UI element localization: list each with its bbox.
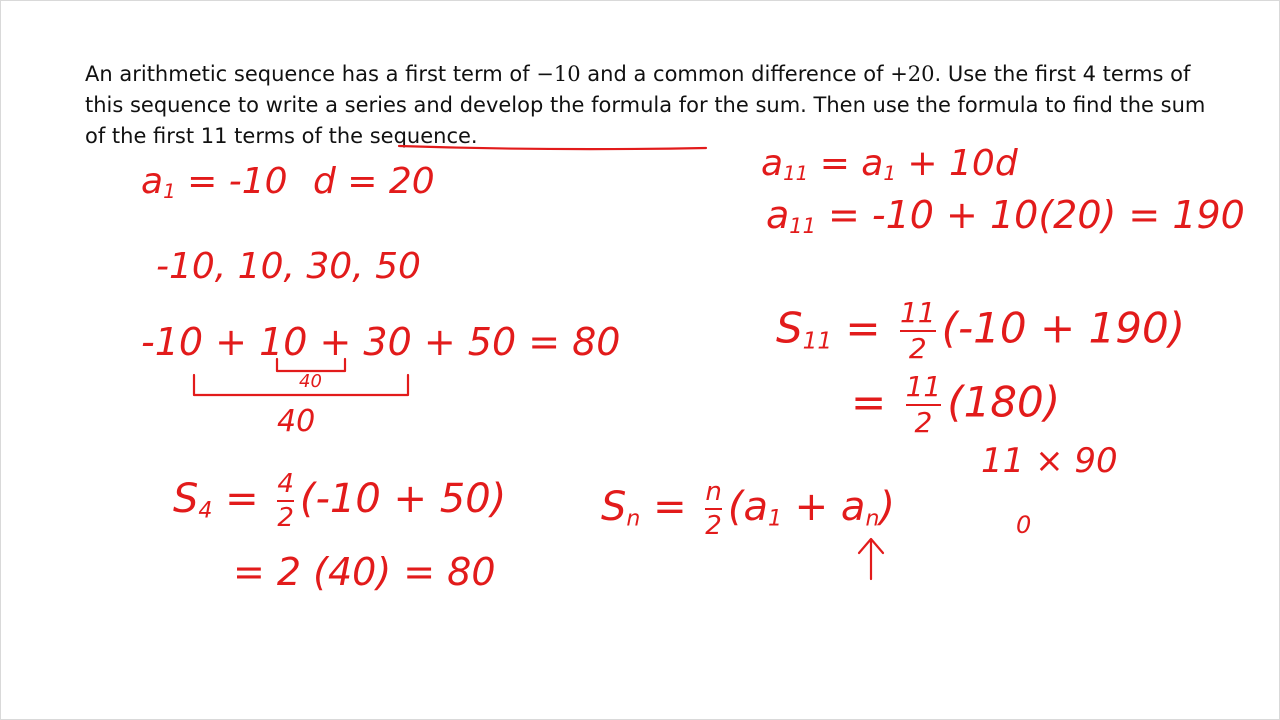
a11-formula (761, 143, 1018, 185)
common-difference-value: +20 (890, 62, 935, 86)
a1-line (141, 161, 288, 203)
sn-subscript: n (626, 506, 641, 532)
s11-subscript: 11 (802, 328, 833, 355)
first-term-value: −10 (536, 62, 581, 86)
a11-formula-rest: + 10d (907, 143, 1018, 184)
s11-symbol: S (776, 303, 803, 353)
s4-subscript: 4 (198, 498, 213, 524)
problem-statement (85, 59, 1225, 152)
d-line: d = 20 (313, 161, 435, 202)
s4-fraction-bar (277, 500, 294, 502)
s4-formula (173, 471, 506, 531)
a11-calculation (766, 193, 1245, 239)
sn-paren-close: ) (879, 484, 895, 530)
a11-calc-subscript: 11 (789, 214, 816, 239)
a11-calc-expression: = -10 + 10(20) = 190 (827, 193, 1245, 237)
a1-value: = -10 (187, 161, 288, 202)
outer-pair-sum: 40 (277, 404, 316, 439)
problem-text-1: An arithmetic sequence has a first term of (85, 62, 537, 86)
s11-fraction-numerator: 11 (899, 296, 936, 329)
sn-paren-open: (a (727, 484, 768, 530)
a11-symbol: a (761, 143, 784, 184)
scratch-multiplication: 11 × 90 (981, 441, 1118, 481)
sn-a1-subscript: 1 (767, 506, 782, 532)
s4-fraction (277, 471, 294, 531)
sn-formula (601, 479, 895, 539)
s11-step2-equals: = (851, 377, 887, 427)
s4-symbol: S (173, 476, 199, 522)
s4-fraction-numerator: 4 (277, 469, 294, 499)
problem-underlined-text: 11 terms of the sequence. (200, 124, 478, 148)
s4-result: = 2 (40) = 80 (233, 550, 496, 594)
s4-parenthetical: (-10 + 50) (299, 476, 507, 522)
sn-an-subscript: n (865, 506, 880, 532)
a11-formula-subscript: 1 (883, 161, 896, 185)
s11-step2-denominator: 2 (914, 406, 933, 439)
inner-pair-sum: 40 (299, 371, 322, 392)
a1-symbol: a (141, 161, 164, 202)
sn-equals: = (653, 484, 687, 530)
a11-subscript: 11 (783, 161, 809, 185)
problem-text-2: and a common difference of (580, 62, 891, 86)
s11-formula (776, 296, 1186, 365)
s11-equals: = (845, 303, 881, 353)
s4-equals: = (225, 476, 259, 522)
s11-step2 (851, 370, 1061, 439)
sn-plus: + a (781, 484, 866, 530)
scratch-partial-result: 0 (1016, 511, 1032, 539)
problem-text-3: . Use the first 4 terms of this sequence to write a series and develop the formula for the sum. Then use the formula to find the sum of the first (85, 62, 1206, 148)
s11-parenthetical: (-10 + 190) (941, 303, 1186, 353)
sn-fraction (705, 479, 722, 539)
sn-symbol: S (601, 484, 627, 530)
a11-formula-equals: = a (819, 143, 884, 184)
sequence-terms: -10, 10, 30, 50 (156, 246, 421, 287)
series-sum: -10 + 10 + 30 + 50 = 80 (141, 320, 621, 364)
a1-subscript: 1 (163, 179, 176, 203)
s11-fraction-denominator: 2 (908, 332, 927, 365)
a11-calc-symbol: a (766, 193, 790, 237)
s11-step2-numerator: 11 (905, 370, 942, 403)
sn-fraction-numerator: n (705, 477, 722, 507)
sn-fraction-bar (705, 508, 722, 510)
up-arrow (859, 539, 883, 579)
s11-step2-parenthetical: (180) (947, 377, 1061, 427)
sn-fraction-denominator: 2 (705, 511, 722, 541)
s11-step2-fraction (905, 370, 942, 439)
s4-fraction-denominator: 2 (277, 503, 294, 533)
s11-fraction (899, 296, 936, 365)
